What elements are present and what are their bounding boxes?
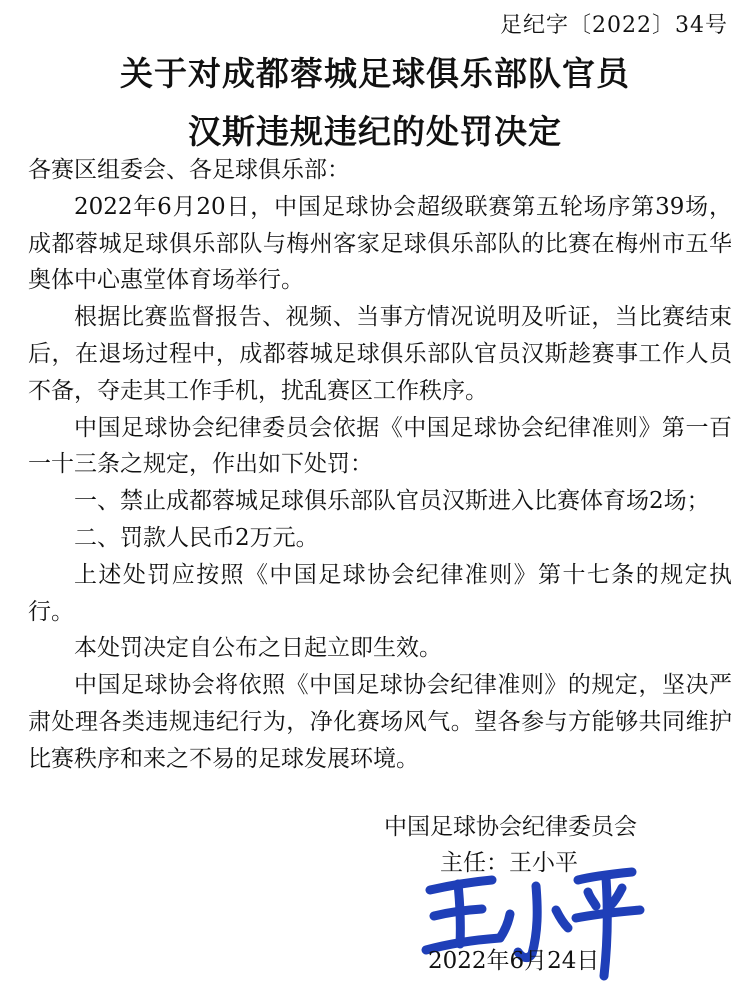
title-line-2: 汉斯违规违纪的处罚决定 <box>188 112 562 151</box>
document-date: 2022年6月24日 <box>428 948 600 974</box>
document-number: 足纪字〔2022〕34号 <box>500 13 728 38</box>
paragraph: 二、罚款人民币2万元。 <box>74 524 319 551</box>
paragraph: 根据比赛监督报告、视频、当事方情况说明及听证，当比赛结束后，在退场过程中，成都蓉城足球俱乐部队官员汉斯趁赛事工作人员不备，夺走其工作手机，扰乱赛区工作秩序。 <box>28 304 732 404</box>
paragraph: 上述处罚应按照《中国足球协会纪律准则》第十七条的规定执行。 <box>28 561 732 625</box>
title-line-1: 关于对成都蓉城足球俱乐部队官员 <box>120 54 630 93</box>
signatory-organization: 中国足球协会纪律委员会 <box>384 814 637 840</box>
salutation: 各赛区组委会、各足球俱乐部： <box>28 157 350 183</box>
paragraph: 中国足球协会纪律委员会依据《中国足球协会纪律准则》第一百一十三条之规定，作出如下处罚： <box>28 414 732 478</box>
paragraph: 本处罚决定自公布之日起立即生效。 <box>74 635 442 662</box>
signatory-person: 主任：王小平 <box>440 850 578 876</box>
paragraph: 一、禁止成都蓉城足球俱乐部队官员汉斯进入比赛体育场2场； <box>74 488 710 515</box>
paragraph: 中国足球协会将依照《中国足球协会纪律准则》的规定，坚决严肃处理各类违规违纪行为，净化赛场风气。望各参与方能够共同维护比赛秩序和来之不易的足球发展环境。 <box>28 672 732 772</box>
document-body <box>28 152 732 778</box>
paragraph: 2022年6月20日，中国足球协会超级联赛第五轮场序第39场，成都蓉城足球俱乐部队与梅州客家足球俱乐部队的比赛在梅州市五华奥体中心惠堂体育场举行。 <box>28 193 732 294</box>
